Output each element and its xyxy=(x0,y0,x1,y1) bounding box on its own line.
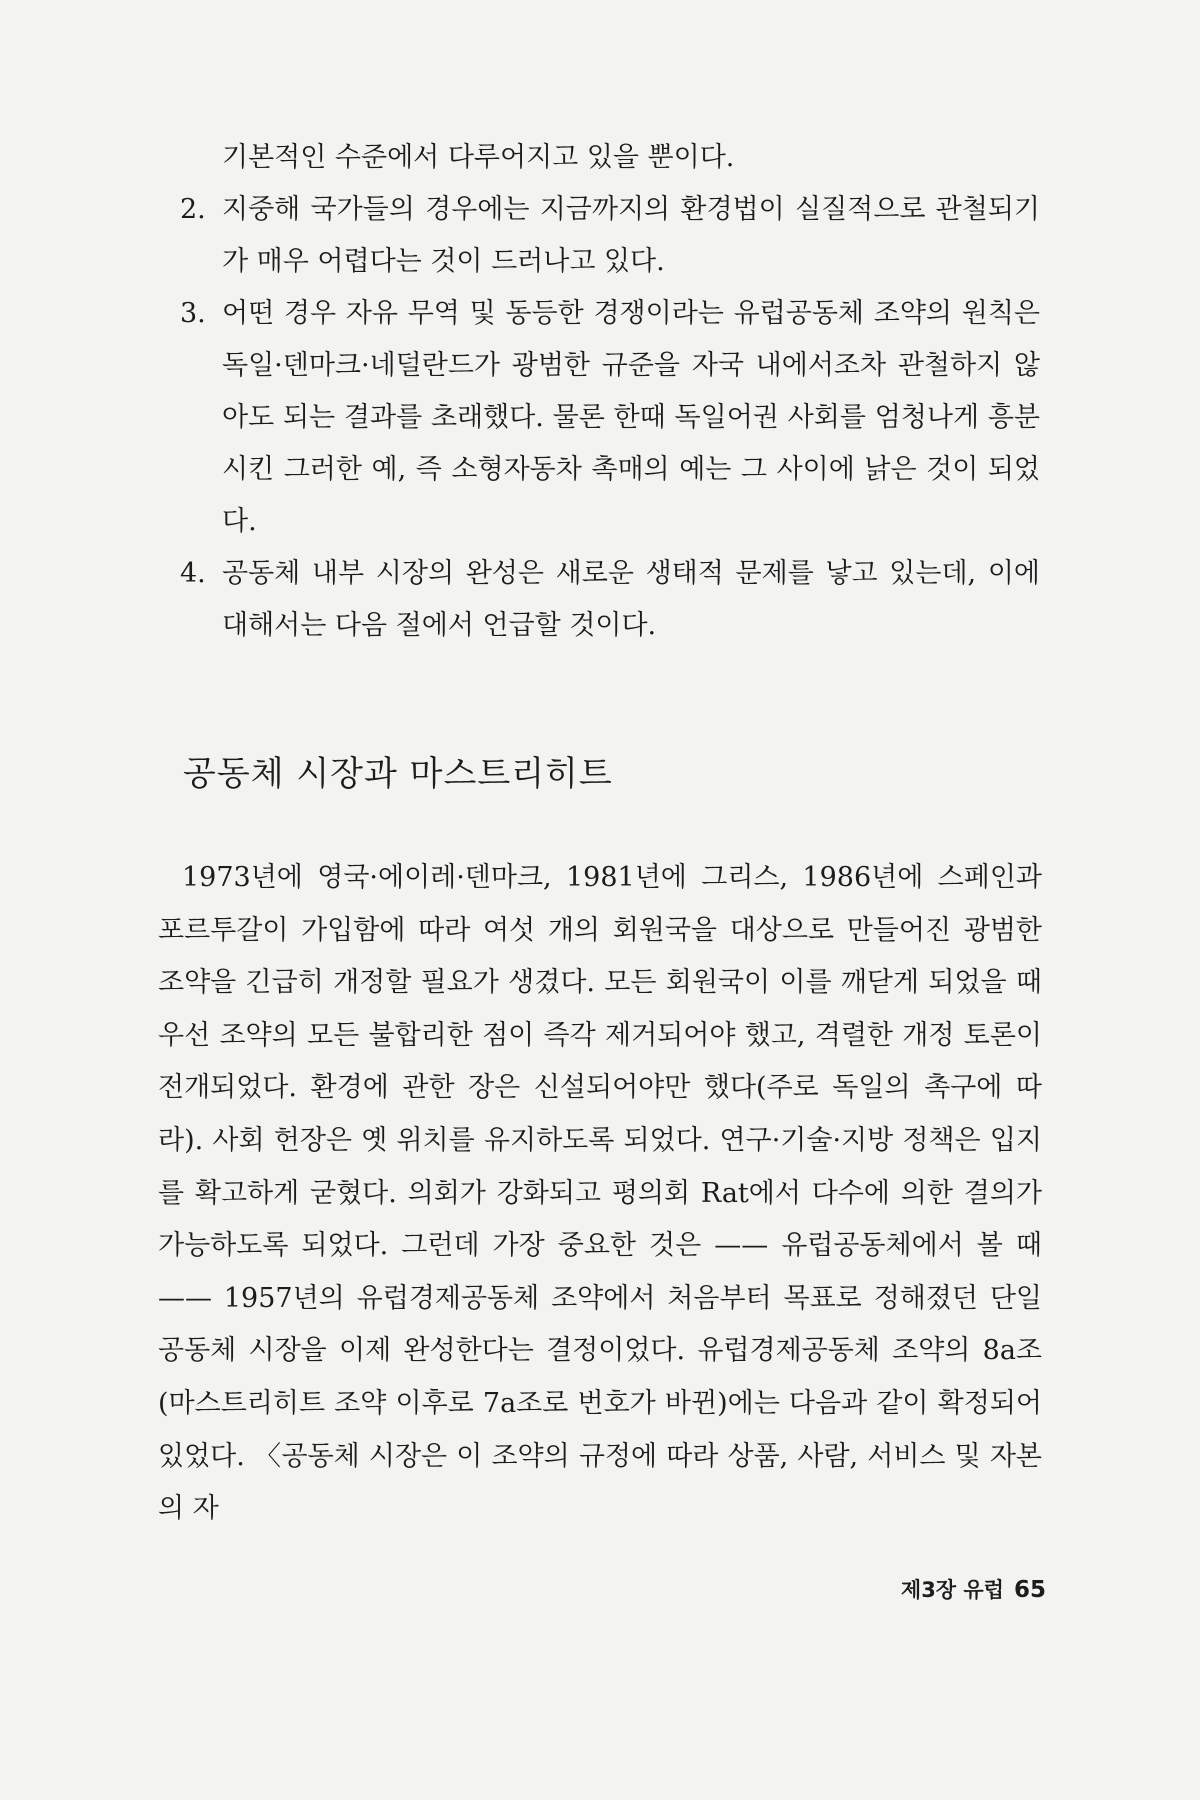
list-item xyxy=(180,288,1040,548)
body-paragraph: 1973년에 영국·에이레·덴마크, 1981년에 그리스, 1986년에 스페인과 포르투갈이 가입함에 따라 여섯 개의 회원국을 대상으로 만들어진 광범한 조약을 긴급히 개정할 필요가 생겼다. 모든 회원국이 이를 깨닫게 되었을 때 우선 조약의 모든 불합리한 점이 즉각 제거되어야 했고, 격렬한 개정 토론이 전개되었다. 환경에 관한 장은 신설되어야만 했다(주로 독일의 촉구에 따라). 사회 헌장은 옛 위치를 유지하도록 되었다. 연구·기술·지방 정책은 입지를 확고하게 굳혔다. 의회가 강화되고 평의회 Rat에서 다수에 의한 결의가 가능하도록 되었다. 그런데 가장 중요한 것은 —— 유럽공동체에서 볼 때 —— 1957년의 유럽경제공동체 조약에서 처음부터 목표로 정해졌던 단일 공동체 시장을 이제 완성한다는 결정이었다. 유럽경제공동체 조약의 8a조(마스트리히트 조약 이후로 7a조로 번호가 바뀐)에는 다음과 같이 확정되어 있었다. 〈공동체 시장은 이 조약의 규정에 따라 상품, 사람, 서비스 및 자본의 자 xyxy=(158,862,1042,1525)
page-number: 65 xyxy=(1013,1577,1046,1603)
list-item-text: 지중해 국가들의 경우에는 지금까지의 환경법이 실질적으로 관철되기가 매우 어렵다는 것이 드러나고 있다. xyxy=(222,194,1040,277)
list-item-number: 4. xyxy=(180,558,206,589)
continuation-line: 기본적인 수준에서 다루어지고 있을 뿐이다. xyxy=(222,142,735,173)
list-item-text: 공동체 내부 시장의 완성은 새로운 생태적 문제를 낳고 있는데, 이에 대해서는 다음 절에서 언급할 것이다. xyxy=(222,558,1040,641)
chapter-label: 제3장 유럽 xyxy=(900,1578,1004,1602)
list-item-number: 3. xyxy=(180,298,206,329)
numbered-list xyxy=(180,184,1040,652)
list-item xyxy=(180,548,1040,652)
list-item-number: 2. xyxy=(180,194,206,225)
list-item xyxy=(180,184,1040,288)
page-footer xyxy=(860,1574,1046,1604)
list-item-text: 어떤 경우 자유 무역 및 동등한 경쟁이라는 유럽공동체 조약의 원칙은 독일·덴마크·네덜란드가 광범한 규준을 자국 내에서조차 관철하지 않아도 되는 결과를 초래했다. 물론 한때 독일어권 사회를 엄청나게 흥분시킨 그러한 예, 즉 소형자동차 촉매의 예는 그 사이에 낡은 것이 되었다. xyxy=(222,298,1040,537)
section-heading: 공동체 시장과 마스트리히트 xyxy=(183,754,613,794)
